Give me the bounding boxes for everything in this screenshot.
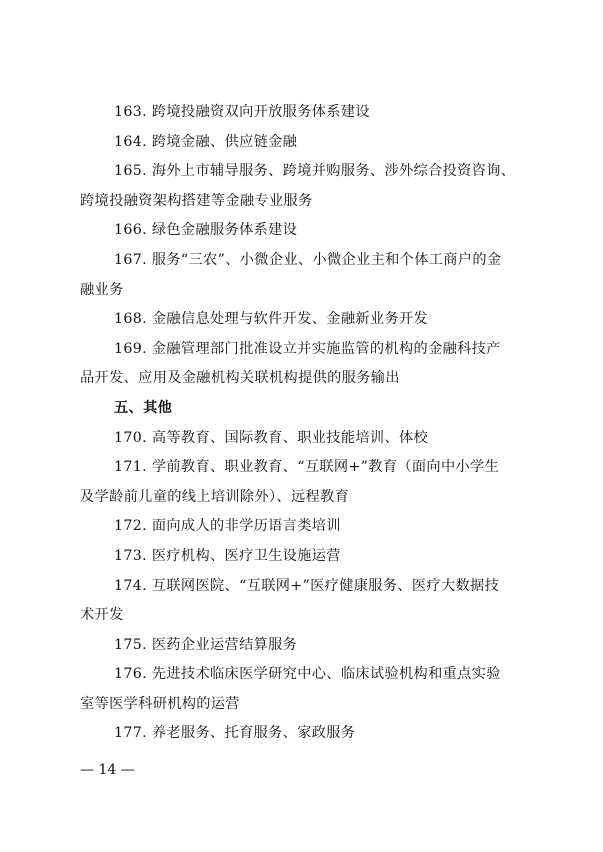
list-item-174: 174. 互联网医院、“互联网+”医疗健康服务、医疗大数据技 <box>114 577 500 594</box>
list-item-171: 171. 学前教育、职业教育、“互联网+”教育（面向中小学生 <box>114 459 500 476</box>
list-item-168: 168. 金融信息处理与软件开发、金融新业务开发 <box>114 311 429 328</box>
list-item-176: 176. 先进技术临床医学研究中心、临床试验机构和重点实验 <box>114 666 501 683</box>
page-number: — 14 — <box>80 762 135 778</box>
list-item-173: 173. 医疗机构、医疗卫生设施运营 <box>114 547 341 564</box>
list-item-170: 170. 高等教育、国际教育、职业技能培训、体校 <box>114 429 429 446</box>
list-item-167-continuation: 融业务 <box>80 281 124 298</box>
list-item-175: 175. 医药企业运营结算服务 <box>114 636 298 653</box>
list-item-169-continuation: 品开发、应用及金融机构关联机构提供的服务输出 <box>80 370 400 387</box>
list-item-167: 167. 服务“三农”、小微企业、小微企业主和个体工商户的金 <box>114 251 502 268</box>
list-content <box>80 98 525 749</box>
list-item-165-continuation: 跨境投融资架构搭建等金融专业服务 <box>80 192 313 209</box>
list-item-171-continuation: 及学龄前儿童的线上培训除外）、远程教育 <box>80 488 350 505</box>
list-item-174-continuation: 术开发 <box>80 607 124 624</box>
list-item-169: 169. 金融管理部门批准设立并实施监管的机构的金融科技产 <box>114 340 501 357</box>
list-item-172: 172. 面向成人的非学历语言类培训 <box>114 518 341 535</box>
list-item-177: 177. 养老服务、托育服务、家政服务 <box>114 725 356 742</box>
list-item-165: 165. 海外上市辅导服务、跨境并购服务、涉外综合投资咨询、 <box>114 163 516 180</box>
list-item-163: 163. 跨境投融资双向开放服务体系建设 <box>114 104 370 120</box>
section-heading-other: 五、其他 <box>114 399 173 416</box>
list-item-164: 164. 跨境金融、供应链金融 <box>114 133 298 150</box>
list-item-176-continuation: 室等医学科研机构的运营 <box>80 695 240 712</box>
list-item-166: 166. 绿色金融服务体系建设 <box>114 222 298 239</box>
